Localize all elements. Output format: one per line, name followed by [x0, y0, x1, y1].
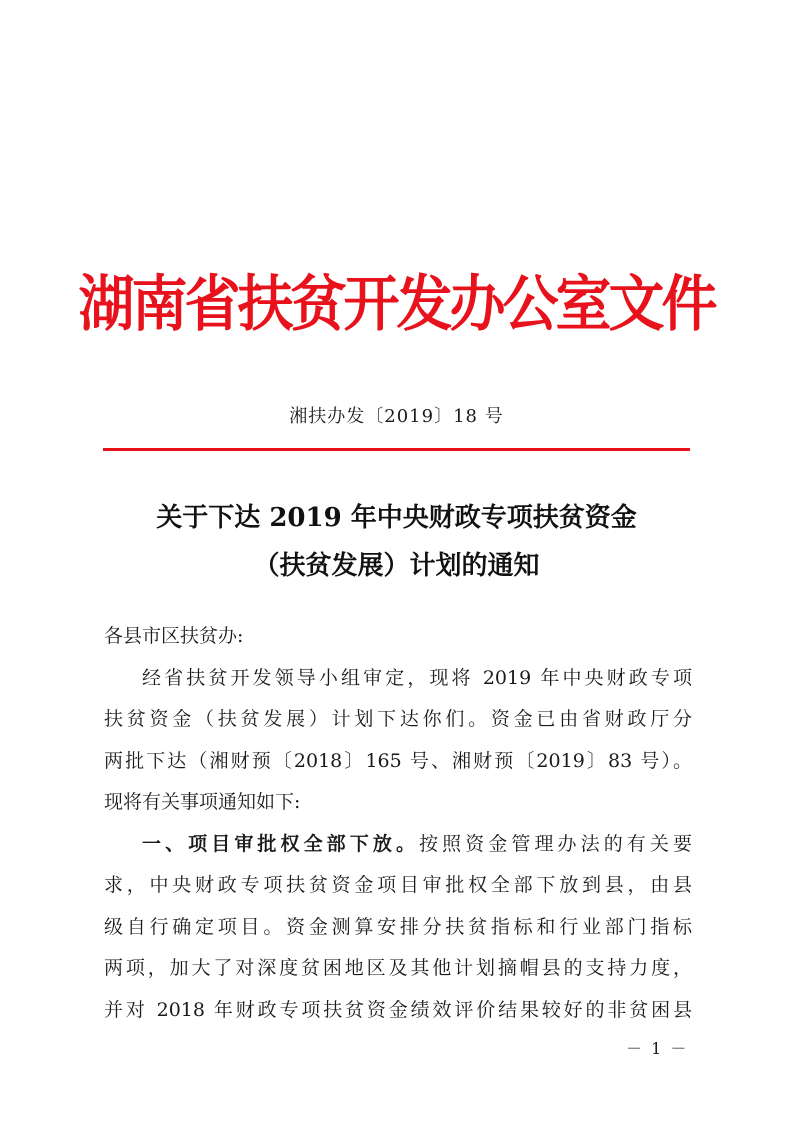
paragraph-line: 两批下达（湘财预〔2018〕165 号、湘财预〔2019〕83 号）。: [104, 749, 692, 772]
document-title: [0, 494, 793, 590]
section-heading: 一、项目审批权全部下放。: [142, 832, 420, 855]
red-divider-line: [103, 448, 690, 451]
paragraph-line: 现将有关事项通知如下:: [104, 791, 301, 813]
document-body: [104, 616, 692, 1031]
paragraph-line: 级自行确定项目。资金测算安排分扶贫指标和行业部门指标: [104, 915, 692, 938]
document-masthead: 湖南省扶贫开发办公室文件: [78, 269, 715, 340]
section-heading-line: [104, 824, 692, 866]
paragraph-line: 扶贫资金（扶贫发展）计划下达你们。资金已由省财政厅分: [104, 708, 692, 730]
title-line-2: （扶贫发展）计划的通知: [253, 551, 540, 581]
addressee: 各县市区扶贫办:: [104, 625, 244, 647]
title-line-1: 关于下达 2019 年中央财政专项扶贫资金: [156, 503, 637, 533]
paragraph-line: 经省扶贫开发领导小组审定，现将 2019 年中央财政专项: [142, 666, 692, 689]
paragraph-line: 两项，加大了对深度贫困地区及其他计划摘帽县的支持力度，: [104, 957, 692, 979]
paragraph-line: 并对 2018 年财政专项扶贫资金绩效评价结果较好的非贫困县: [104, 998, 692, 1021]
paragraph-line: 求，中央财政专项扶贫资金项目审批权全部下放到县，由县: [104, 874, 692, 896]
document-number: 湘扶办发〔2019〕18 号: [289, 406, 504, 427]
page-number: － 1 －: [626, 1039, 689, 1058]
section-text: 按照资金管理办法的有关要: [419, 832, 692, 855]
